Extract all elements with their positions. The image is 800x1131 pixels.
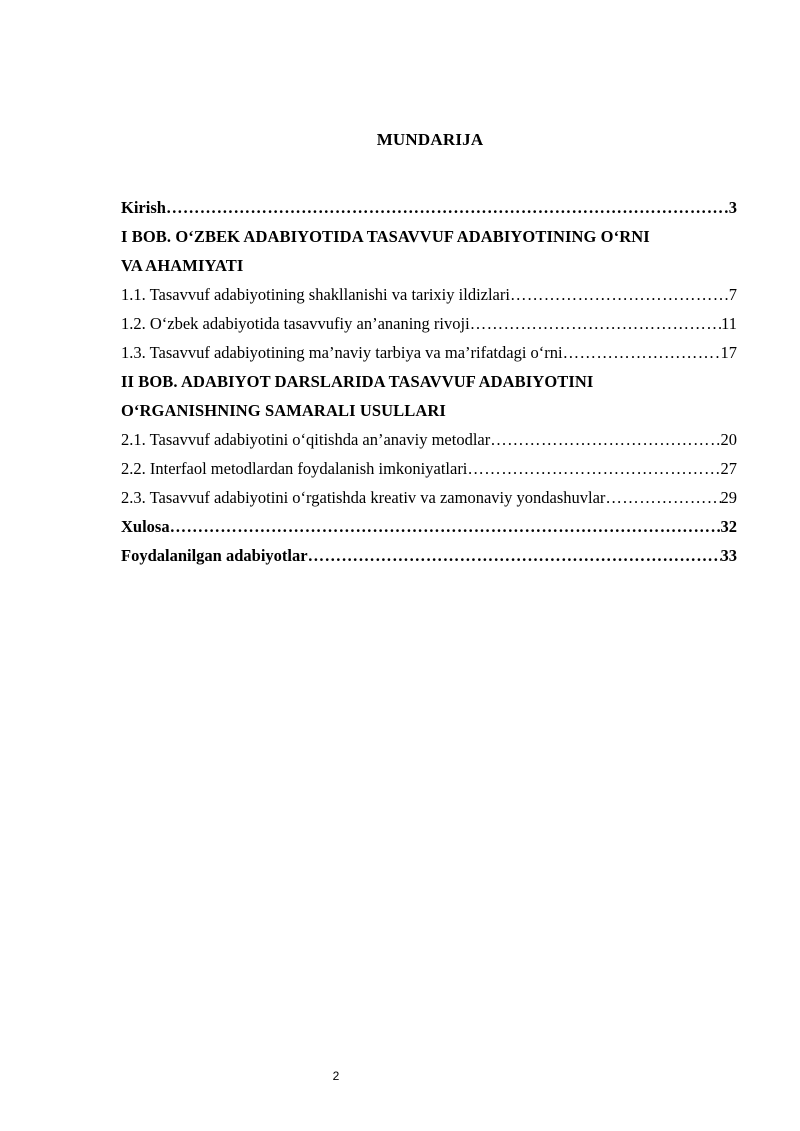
toc-entry-page: 32 [720, 517, 737, 536]
toc-entry-page: 33 [720, 546, 737, 565]
chapter-2-heading-line-1[interactable]: II BOB. ADABIYOT DARSLARIDA TASAVVUF ADABIYOTINI [121, 372, 594, 391]
toc-entry-page: 7 [728, 285, 737, 304]
toc-leader-dots [308, 541, 721, 570]
toc-entry-label: 2.1. Tasavvuf adabiyotini o‘qitishda an’anaviy metodlar [121, 430, 491, 449]
toc-entry-section-2-1[interactable] [121, 425, 737, 454]
table-of-contents [121, 193, 737, 570]
toc-entry-page: 3 [728, 198, 737, 217]
toc-entry-section-2-2[interactable] [121, 454, 737, 483]
toc-entry-page: 11 [721, 314, 737, 333]
chapter-1-heading-line-1[interactable]: I BOB. O‘ZBEK ADABIYOTIDA TASAVVUF ADABIYOTINING O‘RNI [121, 227, 650, 246]
toc-entry-section-1-2[interactable] [121, 309, 737, 338]
toc-leader-dots [467, 454, 720, 483]
toc-entry-section-2-3[interactable] [121, 483, 737, 512]
toc-entry-label: Kirish [121, 198, 166, 217]
toc-entry-intro[interactable] [121, 193, 737, 222]
toc-entry-label: Xulosa [121, 517, 170, 536]
toc-entry-label: 2.3. Tasavvuf adabiyotini o‘rgatishda kreativ va zamonaviy yondashuvlar [121, 488, 606, 507]
toc-leader-dots [490, 425, 720, 454]
toc-entry-label: 1.3. Tasavvuf adabiyotining ma’naviy tarbiya va ma’rifatdagi o‘rni [121, 343, 563, 362]
chapter-1-heading-line-2[interactable]: VA AHAMIYATI [121, 256, 244, 275]
page-title: MUNDARIJA [376, 130, 484, 149]
toc-entry-section-1-1[interactable] [121, 280, 737, 309]
toc-entry-page: 20 [720, 430, 737, 449]
toc-entry-conclusion[interactable] [121, 512, 737, 541]
toc-leader-dots [563, 338, 721, 367]
toc-leader-dots [166, 193, 729, 222]
toc-entry-page: 17 [720, 343, 737, 362]
toc-entry-page: 29 [720, 488, 737, 507]
toc-leader-dots [170, 512, 721, 541]
toc-leader-dots [605, 483, 720, 512]
chapter-2-heading-line-2[interactable]: O‘RGANISHNING SAMARALI USULLARI [121, 401, 446, 420]
toc-leader-dots [510, 280, 729, 309]
page-number: 2 [332, 1069, 340, 1083]
toc-entry-label: 1.2. O‘zbek adabiyotida tasavvufiy an’ananing rivoji [121, 314, 470, 333]
toc-entry-label: 1.1. Tasavvuf adabiyotining shakllanishi va tarixiy ildizlari [121, 285, 510, 304]
toc-leader-dots [470, 309, 721, 338]
toc-entry-label: 2.2. Interfaol metodlardan foydalanish imkoniyatlari [121, 459, 468, 478]
toc-entry-section-1-3[interactable] [121, 338, 737, 367]
toc-entry-label: Foydalanilgan adabiyotlar [121, 546, 308, 565]
toc-entry-references[interactable] [121, 541, 737, 570]
toc-entry-page: 27 [720, 459, 737, 478]
